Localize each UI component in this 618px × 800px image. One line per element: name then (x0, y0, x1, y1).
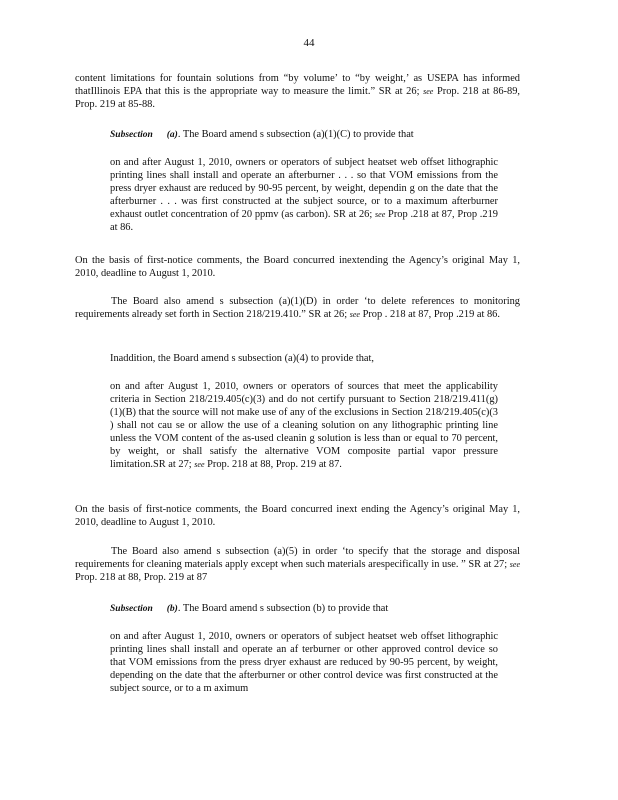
quote-text: on and after August 1, 2010, owners or operators of subject heatset web offset lithographic printing lines shall install and operate an afterburner . . . so that VOM emissions from the press dryer exhaust are reduced by 90-95 percent, by weight, dependin g on the date that the afterburner . . . was first constructed at the subject source, or to a maximum afterburner exhaust outlet concentration of 20 ppmv (as carbon). SR at 26; (110, 157, 498, 220)
citation: Prop. 218 at 88, Prop. 219 at 87 (75, 572, 208, 583)
quote-text: on and after August 1, 2010, owners or operators of sources that meet the applicability criteria in Section 218/219.405(c)(3) and do not certify pursuant to Section 218/219.411(g)(1)(B) that the source will not make use of any of the exclusions in Section 218/219.405(c)(3 ) shall not cau se or allow the use of a cleaning solution on any lithographic printing line unless the VOM content of the as-used cleanin g solution is less than or equal to 70 percent, by weight, or shall satisfy the alternative VOM composite partial vapor pressure limitation.SR at 27; (110, 381, 498, 470)
paragraph-fountain-solutions (75, 72, 520, 111)
subsection-b-heading (110, 602, 510, 616)
paragraph-monitoring-references (75, 295, 520, 321)
see-signal: see (375, 210, 386, 219)
page-number: 44 (303, 37, 315, 49)
paragraph-storage-disposal (75, 545, 520, 584)
block-quote-afterburner (110, 156, 498, 234)
see-signal: see (194, 460, 205, 469)
subsection-a-heading (110, 128, 510, 142)
subsection-letter: (b) (166, 604, 178, 614)
paragraph-text: The Board also amend s subsection (a)(1)(D) in order ‘to delete references to monitoring requirements already set forth in Section 218/219.410.” SR at 26; (75, 296, 520, 320)
subsection-text: . The Board amend s subsection (b) to provide that (177, 603, 389, 614)
citation: Prop .218 at 87, Prop .219 at 86. (110, 209, 498, 233)
paragraph-first-notice-2: On the basis of first-notice comments, the Board concurred inext ending the Agency’s original May 1, 2010, deadline to August 1, 2010. (75, 504, 520, 528)
paragraph-text: The Board also amend s subsection (a)(5) in order ‘to specify that the storage and disposal requirements for cleaning materials apply except when such materials arespecifically in use. ” SR at 27; (75, 546, 520, 570)
paragraph-text: content limitations for fountain solutions from “by volume’ to “by weight,’ as USEPA has informed thatIllinois EPA that this is the appropriate way to measure the limit.” SR at 26; (75, 73, 520, 97)
citation: Prop. 218 at 88, Prop. 219 at 87. (207, 459, 342, 470)
citation: Prop . 218 at 87, Prop .219 at 86. (362, 309, 500, 320)
subsection-text: . The Board amend s subsection (a)(1)(C) to provide that (177, 129, 414, 140)
block-quote-cleaning-solution (110, 380, 498, 471)
see-signal: see (509, 560, 520, 569)
subsection-label: Subsection (110, 130, 153, 140)
see-signal: see (349, 310, 360, 319)
subsection-label: Subsection (110, 604, 153, 614)
citation: Prop. 218 at 86-89, Prop. 219 at 85-88. (75, 86, 520, 110)
subsection-letter: (a) (166, 130, 178, 140)
paragraph-first-notice-1: On the basis of first-notice comments, the Board concurred inextending the Agency’s original May 1, 2010, deadline to August 1, 2010. (75, 255, 520, 279)
paragraph-addition-a4: Inaddition, the Board amend s subsection (a)(4) to provide that, (110, 353, 375, 364)
see-signal: see (423, 87, 434, 96)
block-quote-control-device: on and after August 1, 2010, owners or operators of subject heatset web offset lithographic printing lines shall install and operate an af terburner or other approved control device so that VOM emissions from the press dryer exhaust are reduced by 90-95 percent, by weight, depending on the date that the afterburner or other control device was first constructed at the subject source, or to a m aximum (110, 631, 498, 694)
